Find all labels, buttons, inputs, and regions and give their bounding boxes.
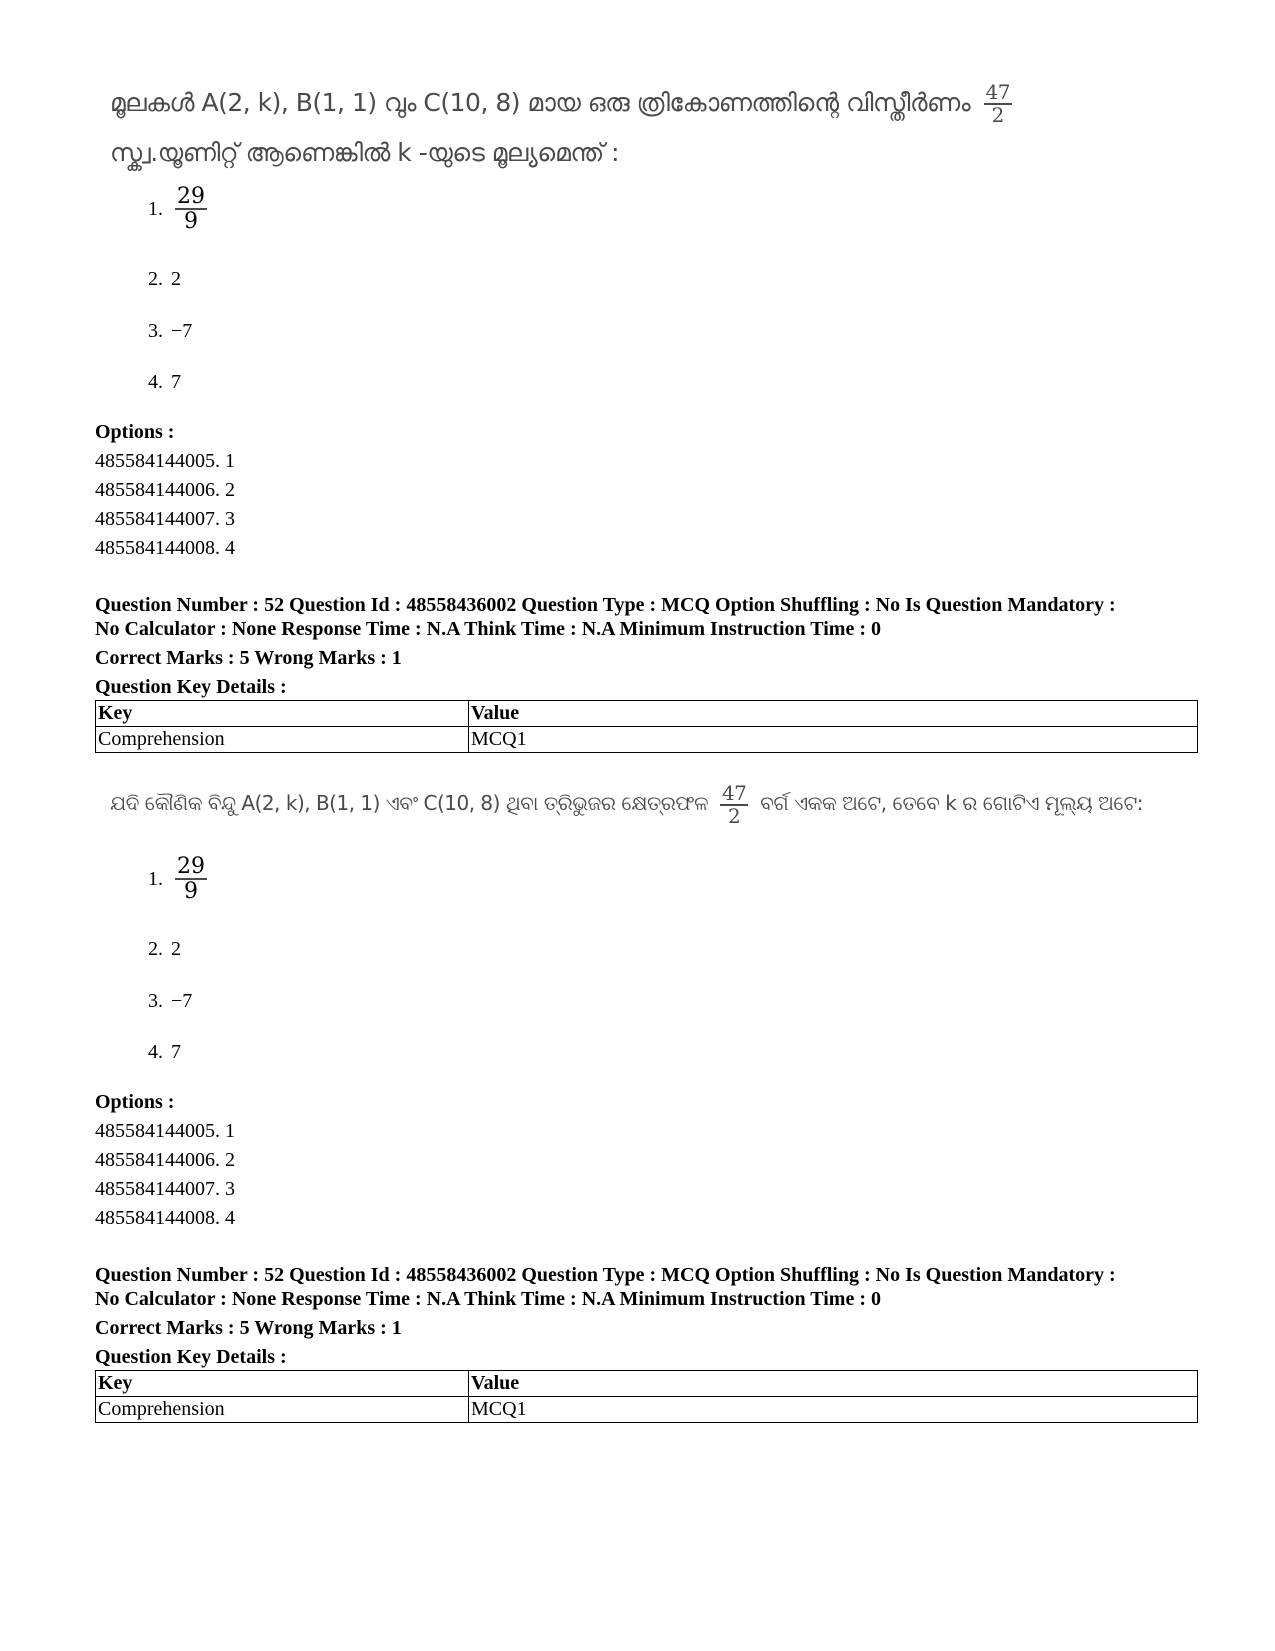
option-item: 485584144005. 1 [95,450,235,472]
table-row [96,1397,1198,1423]
question-stem [110,778,1160,828]
key-details-label: Question Key Details : [95,676,287,698]
area-fraction: $\frac{47}{2}$ [721,780,747,828]
question-meta [95,1263,1195,1369]
choice-4: 4. 7 [148,371,181,393]
options-label: Options : [95,421,175,443]
cell-value: MCQ1 [469,727,1198,753]
key-details-table [95,700,1198,753]
question-stem-line1: മൂലകൾ A(2, k), B(1, 1) വും C(10, 8) മായ ഒരു ത്രികോണത്തിന്റെ വിസ്തീർണം [110,88,971,117]
meta-line-2: No Calculator : None Response Time : N.A Think Time : N.A Minimum Instruction Time : 0 [95,1288,881,1310]
question-stem-part1: ଯଦି କୌଣିକ ବିନ୍ଦୁ A(2, k), B(1, 1) ଏବଂ C(10, 8) ଥିବା ତ୍ରିଭୁଜର କ୍ଷେତ୍ରଫଳ [110,791,709,815]
header-key: Key [96,701,469,727]
option-item: 485584144008. 4 [95,1207,235,1229]
choice-1: 1. $\frac{29}{9}$ [148,184,205,235]
option-item: 485584144006. 2 [95,479,235,501]
meta-line-2: No Calculator : None Response Time : N.A Think Time : N.A Minimum Instruction Time : 0 [95,618,881,640]
table-row [96,727,1198,753]
cell-key: Comprehension [96,1397,469,1423]
question-image-malayalam [110,78,1160,178]
option-item: 485584144008. 4 [95,537,235,559]
choice-2: 2. 2 [148,268,181,290]
table-header-row [96,701,1198,727]
header-value: Value [469,1371,1198,1397]
cell-value: MCQ1 [469,1397,1198,1423]
key-details-table [95,1370,1198,1423]
option-item: 485584144007. 3 [95,508,235,530]
cell-key: Comprehension [96,727,469,753]
key-details-label: Question Key Details : [95,1346,287,1368]
question-stem-part2: ବର୍ଗ ଏକକ ଅଟେ, ତେବେ k ର ଗୋଟିଏ ମୂଲ୍ୟ ଅଟେ: [760,791,1144,815]
meta-line-1: Question Number : 52 Question Id : 48558436002 Question Type : MCQ Option Shuffling : No Is Question Mandatory : [95,1264,1116,1286]
options-list [95,418,235,563]
choice-1: 1. $\frac{29}{9}$ [148,854,205,905]
table-header-row [96,1371,1198,1397]
question-stem-line2: സ്ക്വ.യൂണിറ്റ് ആണെങ്കിൽ k -യുടെ മൂല്യമെന്ത് : [110,138,620,167]
options-label: Options : [95,1091,175,1113]
choice-4: 4. 7 [148,1041,181,1063]
area-fraction: $\frac{47}{2}$ [985,80,1010,127]
question-meta [95,593,1195,699]
option-item: 485584144006. 2 [95,1149,235,1171]
choice-2: 2. 2 [148,938,181,960]
header-key: Key [96,1371,469,1397]
header-value: Value [469,701,1198,727]
choice-3: 3. −7 [148,990,193,1012]
option-item: 485584144007. 3 [95,1178,235,1200]
marks-line: Correct Marks : 5 Wrong Marks : 1 [95,647,402,669]
marks-line: Correct Marks : 5 Wrong Marks : 1 [95,1317,402,1339]
option-item: 485584144005. 1 [95,1120,235,1142]
options-list [95,1088,235,1233]
meta-line-1: Question Number : 52 Question Id : 48558436002 Question Type : MCQ Option Shuffling : No Is Question Mandatory : [95,594,1116,616]
question-image-odia [110,778,1160,828]
question-stem [110,78,1160,178]
choice-3: 3. −7 [148,320,193,342]
